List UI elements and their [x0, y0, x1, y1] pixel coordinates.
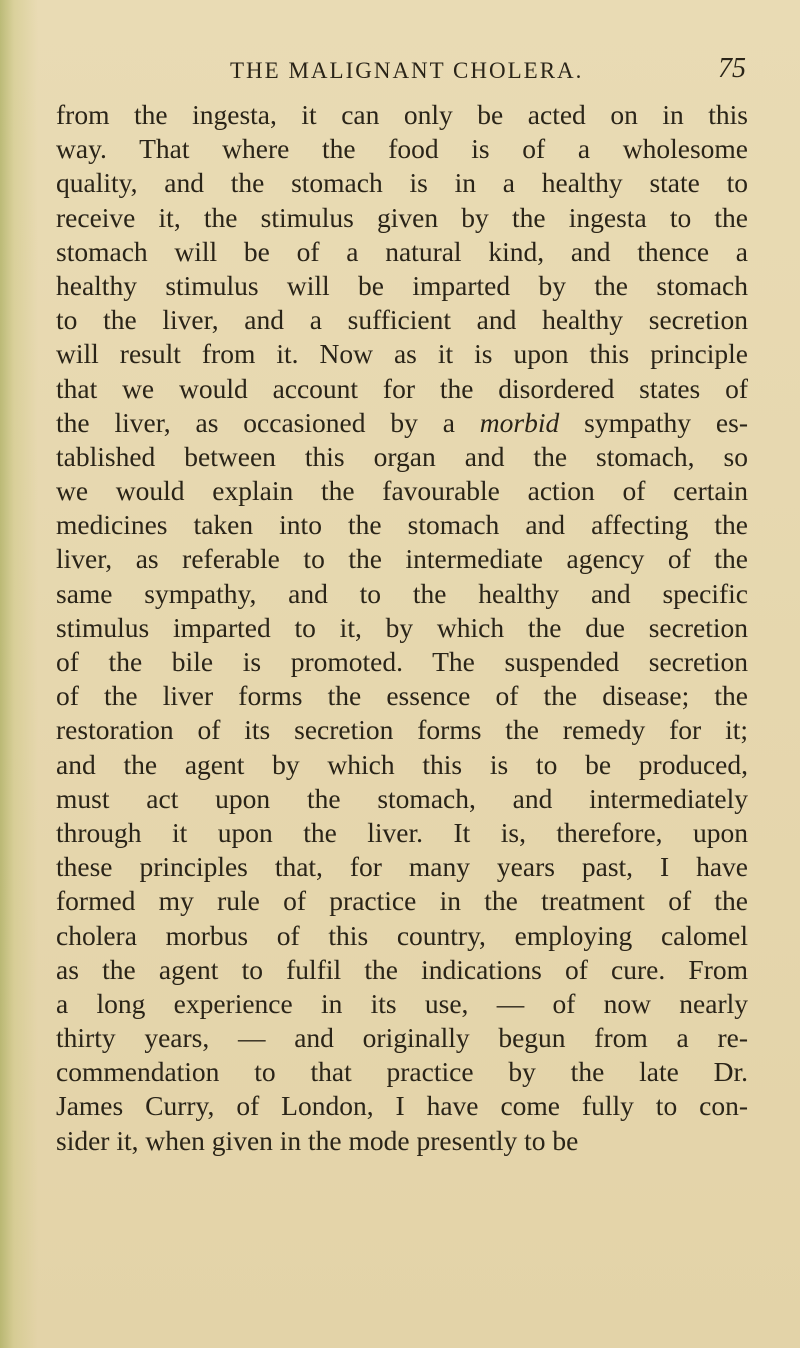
text-line-segment: of the bile is promoted. The suspended secretion	[56, 646, 748, 677]
text-line-segment: liver, as referable to the intermediate agency of the	[56, 543, 748, 575]
text-line	[56, 166, 748, 200]
text-line	[56, 1089, 748, 1123]
text-line-segment: receive it, the stimulus given by the ingesta to the	[56, 201, 748, 233]
text-line-segment: cholera morbus of this country, employing calomel	[56, 919, 748, 951]
text-line	[56, 269, 748, 303]
text-line	[56, 337, 748, 371]
text-line	[56, 713, 748, 747]
text-line	[56, 303, 748, 337]
text-line-segment: same sympathy, and to the healthy and specific	[56, 577, 748, 609]
text-line	[56, 611, 748, 645]
text-line-segment: as the agent to fulfil the indications of cure. From	[56, 953, 748, 985]
text-line	[56, 98, 748, 132]
text-line-segment: from the ingesta, it can only be acted on in this	[56, 99, 748, 130]
italic-word: morbid	[479, 406, 560, 438]
text-line	[56, 782, 748, 816]
text-line	[56, 1021, 748, 1055]
text-line	[56, 372, 748, 406]
text-line	[56, 953, 748, 987]
text-line	[56, 577, 748, 611]
text-line	[56, 406, 748, 440]
text-line-segment: to the liver, and a sufficient and healthy secretion	[56, 304, 748, 336]
text-line	[56, 679, 748, 713]
text-line-segment: stimulus imparted to it, by which the due secretion	[56, 611, 748, 643]
text-line-segment: formed my rule of practice in the treatment of the	[56, 885, 748, 917]
text-line	[56, 919, 748, 953]
body-text	[56, 98, 748, 1158]
text-line-segment: healthy stimulus will be imparted by the stomach	[56, 269, 748, 301]
text-line-segment: James Curry, of London, I have come fully to con-	[56, 1090, 748, 1122]
text-line-segment: restoration of its secretion forms the remedy for it;	[56, 714, 748, 746]
text-line-segment: medicines taken into the stomach and affecting the	[56, 509, 748, 541]
text-line-segment: stomach will be of a natural kind, and thence a	[56, 235, 748, 267]
running-title: THE MALIGNANT CHOLERA.	[230, 58, 584, 83]
text-line	[56, 508, 748, 542]
text-line-segment: a long experience in its use, — of now nearly	[56, 987, 748, 1019]
text-line	[56, 884, 748, 918]
text-line-segment: sympathy es-	[559, 406, 748, 438]
text-line-segment: through it upon the liver. It is, therefore, upon	[56, 816, 748, 848]
page-number: 75	[718, 53, 746, 84]
text-line-segment: the liver, as occasioned by a	[56, 406, 480, 438]
text-line	[56, 542, 748, 576]
text-line-segment: will result from it. Now as it is upon this principle	[56, 338, 748, 370]
text-line-segment: of the liver forms the essence of the disease; the	[56, 680, 748, 712]
text-line-segment: quality, and the stomach is in a healthy state to	[56, 167, 748, 199]
text-line-segment: way. That where the food is of a wholesome	[56, 133, 748, 165]
text-line-segment: we would explain the favourable action of certain	[56, 475, 748, 507]
text-line	[56, 440, 748, 474]
text-line-segment: tablished between this organ and the stomach, so	[56, 440, 748, 472]
text-line	[56, 987, 748, 1021]
text-line-segment: that we would account for the disordered states of	[56, 372, 748, 404]
text-line	[56, 474, 748, 508]
text-line	[56, 850, 748, 884]
text-line	[56, 816, 748, 850]
text-line-segment: and the agent by which this is to be produced,	[56, 748, 748, 780]
text-line-segment: thirty years, — and originally begun from a re-	[56, 1022, 748, 1054]
text-line	[56, 748, 748, 782]
text-line	[56, 645, 748, 679]
text-line	[56, 132, 748, 166]
text-line-segment: sider it, when given in the mode presently to be	[56, 1124, 579, 1156]
text-line-segment: these principles that, for many years past, I have	[56, 851, 748, 883]
text-line-segment: must act upon the stomach, and intermediately	[56, 782, 748, 814]
text-line	[56, 201, 748, 235]
text-line	[56, 235, 748, 269]
text-line	[56, 1124, 748, 1158]
running-head	[0, 53, 800, 86]
text-line-segment: commendation to that practice by the late Dr.	[56, 1056, 748, 1088]
text-line	[56, 1055, 748, 1089]
